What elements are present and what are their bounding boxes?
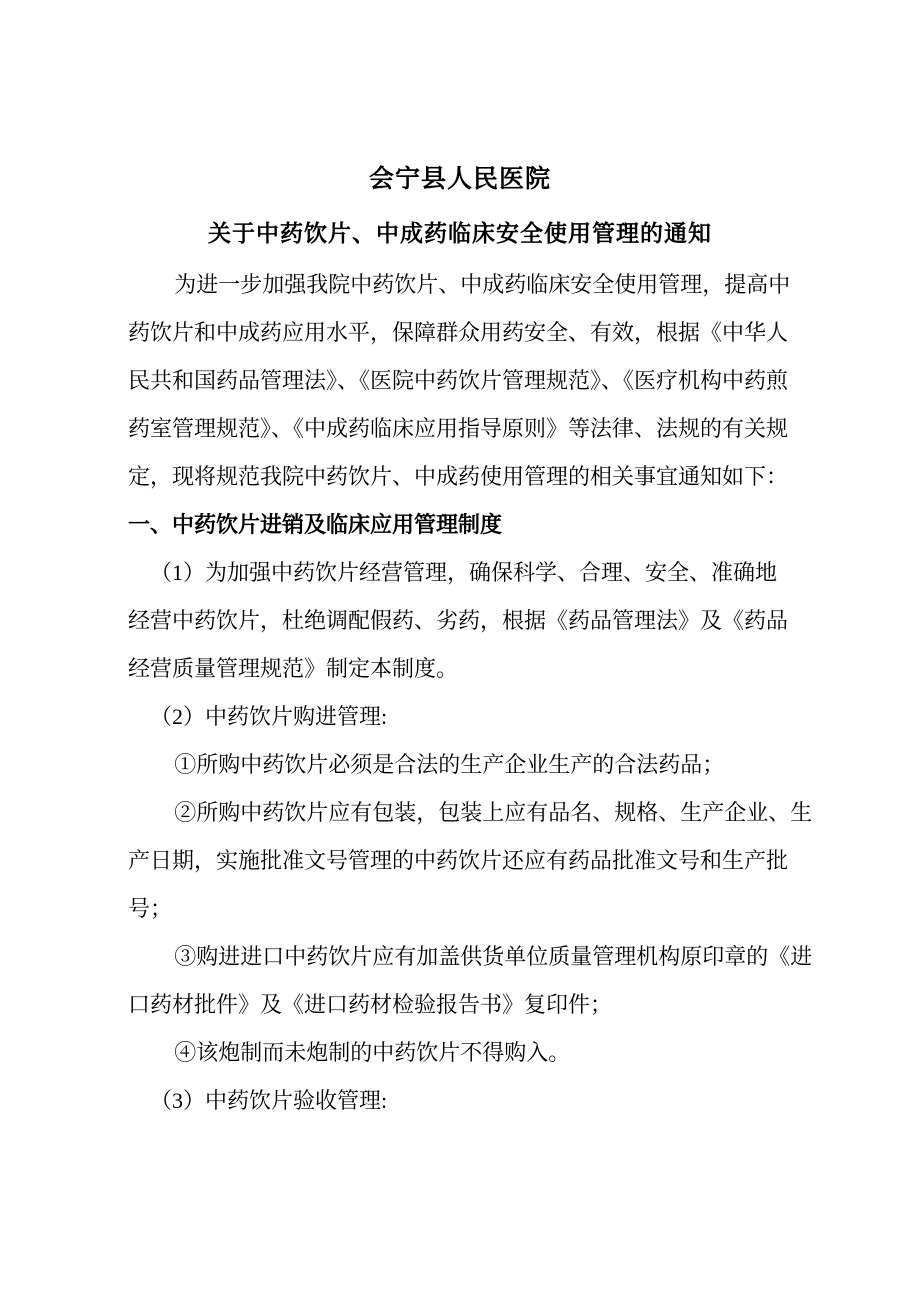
text-line: ③购进进口中药饮片应有加盖供货单位质量管理机构原印章的《进 — [174, 944, 813, 969]
text-line: 经营质量管理规范》制定本制度。 — [128, 656, 459, 681]
document-title: 会宁县人民医院 — [368, 166, 551, 193]
text-line: ④该炮制而未炮制的中药饮片不得购入。 — [174, 1040, 571, 1065]
section-heading: 一、中药饮片进销及临床应用管理制度 — [128, 512, 503, 537]
text-line: ②所购中药饮片应有包装，包装上应有品名、规格、生产企业、生 — [174, 800, 813, 825]
text-line: 药室管理规范》、《中成药临床应用指导原则》等法律、法规的有关规 — [128, 416, 789, 441]
text-line: 产日期，实施批准文号管理的中药饮片还应有药品批准文号和生产批 — [128, 848, 789, 873]
text-line: 经营中药饮片，杜绝调配假药、劣药，根据《药品管理法》及《药品 — [128, 608, 789, 633]
text-line: （3）中药饮片验收管理: — [150, 1088, 388, 1113]
text-line: （1）为加强中药饮片经营管理，确保科学、合理、安全、准确地 — [150, 560, 778, 585]
text-line: 口药材批件》及《进口药材检验报告书》复印件； — [128, 992, 613, 1017]
document-body — [128, 261, 813, 1125]
text-line: 药饮片和中成药应用水平，保障群众用药安全、有效，根据《中华人 — [128, 320, 789, 345]
text-line: 为进一步加强我院中药饮片、中成药临床安全使用管理，提高中 — [174, 272, 791, 297]
text-line: ①所购中药饮片必须是合法的生产企业生产的合法药品； — [174, 752, 725, 777]
text-line: 民共和国药品管理法》、《医院中药饮片管理规范》、《医疗机构中药煎 — [128, 368, 789, 393]
text-line: 号； — [128, 896, 173, 921]
text-line: 定，现将规范我院中药饮片、中成药使用管理的相关事宜通知如下： — [128, 464, 789, 489]
text-line: （2）中药饮片购进管理: — [150, 704, 388, 729]
document-subtitle: 关于中药饮片、中成药临床安全使用管理的通知 — [208, 221, 712, 246]
